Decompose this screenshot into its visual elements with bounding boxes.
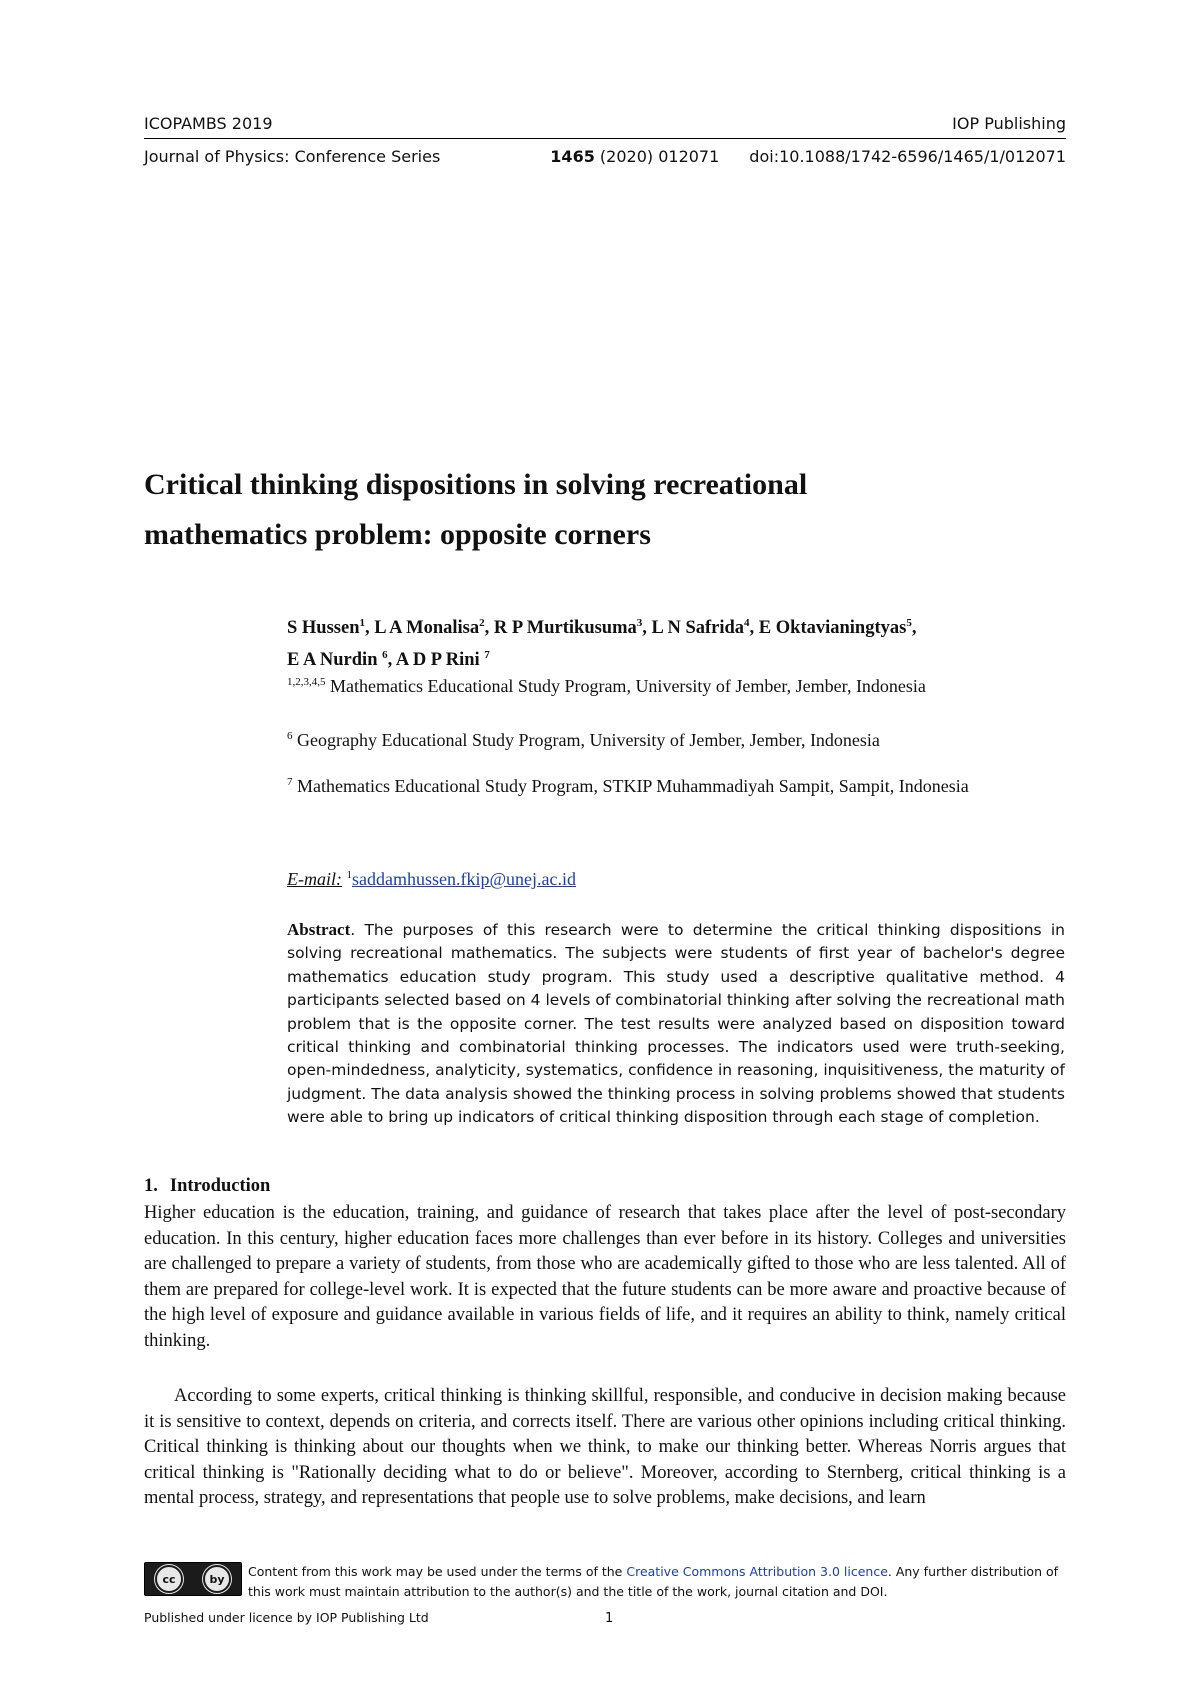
email-line	[287, 869, 576, 890]
author-list	[287, 610, 1067, 674]
paragraph-2: According to some experts, critical thinking is thinking skillful, responsible, and conducive in decision making because it is sensitive to context, depends on criteria, and corrects itself. There are various other opinions including critical thinking. Critical thinking is thinking about our thoughts when we think, to make our thinking better. Whereas Norris argues that critical thinking is "Rationally deciding what to do or believe". Moreover, according to Sternberg, critical thinking is a mental process, strategy, and representations that people use to solve problems, make decisions, and learn	[144, 1386, 1066, 1508]
affiliation-1: $^{1,2,3,4,5}$ Mathematics Educational Study Program, University of Jember, Jember, Indonesia	[287, 676, 926, 696]
affiliation-2: $^6$ Geography Educational Study Program, University of Jember, Jember, Indonesia	[287, 730, 880, 750]
cc-icon: cc	[155, 1565, 183, 1593]
title-line-1: Critical thinking dispositions in solving recreational	[144, 468, 808, 501]
section-number: 1.	[144, 1176, 158, 1196]
citation-info	[550, 147, 1066, 166]
by-icon: by	[203, 1565, 231, 1593]
volume-year	[550, 147, 719, 166]
abstract	[287, 918, 1065, 1130]
email-label: E-mail:	[287, 869, 342, 889]
header-row-bottom	[144, 147, 1066, 166]
licence-text: Content from this work may be used under the terms of the Creative Commons Attribution 3.0 licence. Any further distribution of this work must maintain attribution to the author(s) and the title of the work, journal citation and DOI.	[248, 1564, 1059, 1599]
affiliation-3: $^7$ Mathematics Educational Study Program, STKIP Muhammadiyah Sampit, Sampit, Indonesia	[287, 776, 969, 796]
author: R P Murtikusuma$^3$,	[493, 617, 652, 639]
author: L A Monalisa$^2$,	[374, 617, 494, 639]
licence-link[interactable]: Creative Commons Attribution 3.0 licence	[626, 1564, 888, 1579]
running-header	[144, 114, 1066, 166]
author: L N Safrida$^4$,	[651, 617, 759, 639]
section-title: Introduction	[169, 1176, 271, 1196]
year-article: (2020) 012071	[599, 147, 720, 166]
page-number: 1	[605, 1611, 614, 1626]
abstract-label: Abstract	[287, 920, 351, 939]
publisher-name: IOP Publishing	[952, 114, 1066, 133]
header-row-top	[144, 114, 1066, 133]
abstract-text: . The purposes of this research were to determine the critical thinking dispositions in solving recreational mathematics. The subjects were students of first year of bachelor's degree mathematics education study program. This study used a descriptive qualitative method. 4 participants selected based on 4 levels of combinatorial thinking after solving the recreational math problem that is the opposite corner. The test results were analyzed based on disposition toward critical thinking and combinatorial thinking processes. The indicators used were truth-seeking, open-mindedness, analyticity, systematics, confidence in reasoning, inquisitiveness, the maturity of judgment. The data analysis showed the thinking process in solving problems showed that students were able to bring up indicators of critical thinking disposition through each stage of completion.	[287, 921, 1065, 1127]
email-link[interactable]: saddamhussen.fkip@unej.ac.id	[351, 869, 577, 889]
published-under-licence: Published under licence by IOP Publishing Ltd	[144, 1610, 429, 1625]
author: E Oktavianingtyas$^5$,	[758, 617, 917, 639]
author: S Hussen$^1$,	[287, 617, 375, 639]
author: E A Nurdin $^6$,	[287, 649, 396, 671]
email-sup: 1	[346, 869, 352, 881]
conference-name: ICOPAMBS 2019	[144, 114, 273, 133]
journal-series: Journal of Physics: Conference Series	[144, 147, 441, 166]
volume: 1465	[550, 147, 595, 166]
header-rule	[144, 138, 1066, 139]
cc-by-badge[interactable]	[144, 1562, 242, 1596]
author: A D P Rini $^7$	[395, 649, 490, 671]
paragraph-1: Higher education is the education, training, and guidance of research that takes place after the level of post-secondary education. In this century, higher education faces more challenges than ever before in its history. Colleges and universities are challenged to prepare a variety of students, from those who are academically gifted to those who are less talented. All of them are prepared for college-level work. It is expected that the future students can be more aware and proactive because of the high level of exposure and guidance available in various fields of life, and it requires an ability to think, namely critical thinking.	[144, 1203, 1066, 1351]
licence-row	[144, 1562, 1066, 1602]
paper-title	[144, 460, 1044, 560]
doi: doi:10.1088/1742-6596/1465/1/012071	[749, 147, 1066, 166]
title-line-2: mathematics problem: opposite corners	[144, 518, 651, 551]
section-heading-introduction	[144, 1176, 270, 1197]
